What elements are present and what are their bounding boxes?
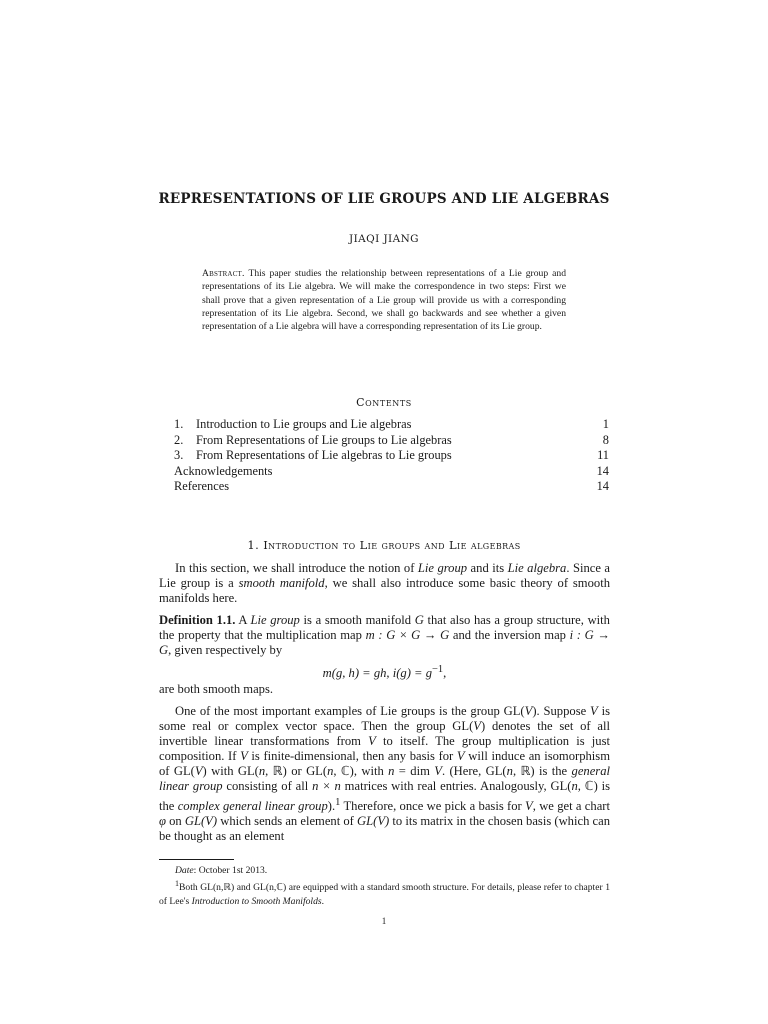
text-run: to itself. The group multiplication is just composition. If (159, 734, 611, 764)
text-run: is a smooth manifold (299, 613, 415, 628)
text-run: , we shall also introduce some basic theory of smooth manifolds here. (159, 576, 610, 606)
toc-entry[interactable] (174, 464, 609, 480)
text-run: and the inversion map (449, 628, 570, 643)
math-symbol: n (327, 764, 334, 779)
emphasis: general linear group (159, 764, 610, 794)
text-run: to its matrix in the chosen basis (which can be thought as an element (159, 813, 611, 843)
table-of-contents (174, 417, 609, 495)
toc-entry-number: 3. (174, 448, 184, 463)
text-run: ) with GL( (202, 764, 259, 779)
page-number: 1 (381, 916, 387, 926)
footnote-end: . (321, 895, 325, 907)
toc-entry-number: 2. (174, 432, 184, 447)
date-label: Date (175, 865, 194, 876)
text-run: One of the most important examples of Lie groups is the group GL( (175, 703, 525, 718)
toc-entry[interactable] (174, 417, 609, 433)
toc-entry[interactable] (174, 479, 609, 495)
text-run: = dim (394, 764, 435, 779)
contents-heading: Contents (356, 396, 412, 409)
text-run: that also has a group structure, with the property that the multiplication map (159, 613, 610, 643)
math-symbol: V (590, 703, 598, 718)
section-heading: 1. Introduction to Lie groups and Lie algebras (247, 538, 521, 552)
emphasis: Lie group (250, 613, 300, 628)
text-run: . Since a Lie group is a (159, 561, 611, 591)
math-symbol: V (240, 749, 248, 764)
text-run: , ℂ) is the (159, 779, 611, 813)
math-symbol: n (388, 764, 395, 779)
footnote-divider (159, 859, 234, 860)
author-name: JIAQI JIANG (349, 233, 419, 245)
equation-punct: , (443, 665, 447, 680)
section-body (159, 561, 610, 844)
emphasis: Lie algebra (507, 561, 567, 575)
date-footnote (159, 864, 610, 877)
text-run: , we get a chart (532, 798, 610, 813)
toc-entry[interactable] (174, 433, 609, 449)
abstract (202, 267, 566, 333)
footnotes (159, 864, 610, 908)
emphasis: Lie group (417, 561, 468, 575)
math-symbol: V (473, 719, 481, 734)
text-run: on (165, 813, 185, 828)
text-run: will induce an isomorphism of GL( (159, 749, 610, 779)
definition-paragraph (159, 613, 610, 658)
text-run: , ℂ), with (333, 764, 389, 779)
text-run: consisting of all (222, 779, 313, 794)
toc-entry-title: From Representations of Lie algebras to Lie groups (196, 448, 452, 463)
math-expression: n × n (312, 779, 341, 794)
footnote-mark: 1 (175, 879, 179, 889)
intro-paragraph (159, 561, 610, 606)
footnote-1 (159, 877, 610, 908)
definition-label: Definition 1.1. (159, 613, 236, 628)
equation-text: m(g, h) = gh, i(g) = g (322, 665, 432, 680)
text-run: is some real or complex vector space. Then the group GL( (159, 703, 610, 734)
text-run: , ℝ) or GL( (265, 764, 328, 779)
definition-continuation: are both smooth maps. (159, 681, 274, 696)
paper-title: REPRESENTATIONS OF LIE GROUPS AND LIE ALGEBRAS (158, 191, 610, 207)
math-symbol: V (434, 764, 442, 779)
toc-entry-title: Introduction to Lie groups and Lie algebras (196, 417, 412, 431)
math-symbol: n (506, 764, 513, 779)
text-run: matrices with real entries. Analogously, GL( (340, 779, 572, 794)
date-value: : October 1st 2013. (193, 865, 268, 876)
text-run: ) denotes the set of all invertible linear transformations from (159, 719, 610, 749)
footnote-marker[interactable]: 1 (335, 796, 341, 808)
text-run: which sends an element of (217, 813, 358, 828)
toc-entry-title: Acknowledgements (174, 463, 273, 478)
math-expression: m : G × G → G (365, 628, 450, 643)
math-symbol: V (368, 734, 376, 749)
toc-entry-page: 11 (597, 448, 609, 463)
footnote-text: Both GL(n,ℝ) and GL(n,ℂ) are equipped with a standard smooth structure. For details, please refer to chapter 1 of Lee's (159, 882, 610, 907)
math-expression: GL(V) (357, 813, 390, 828)
math-symbol: V (525, 798, 533, 813)
text-run: ). Suppose (532, 703, 591, 718)
toc-entry-page: 14 (596, 463, 609, 478)
text-run: and its (467, 561, 508, 575)
toc-entry-title: From Representations of Lie groups to Lie algebras (196, 432, 452, 447)
toc-entry-page: 1 (602, 417, 609, 431)
text-run: A (235, 613, 251, 628)
abstract-label: Abstract. (202, 268, 245, 279)
math-symbol: n (258, 764, 266, 779)
math-symbol: n (571, 779, 578, 794)
text-run: is finite-dimensional, then any basis for (247, 749, 457, 764)
gl-paragraph (159, 704, 610, 844)
text-run: In this section, we shall introduce the notion of (175, 561, 418, 575)
emphasis: complex general linear group (177, 798, 328, 813)
math-symbol: φ (159, 813, 166, 828)
math-expression: GL(V) (184, 813, 218, 828)
text-run: , ℝ) is the (512, 764, 572, 779)
toc-entry[interactable] (174, 448, 609, 464)
math-expression: i : G → G (159, 628, 610, 658)
math-symbol: V (194, 764, 203, 779)
text-run: . (Here, GL( (441, 764, 507, 779)
emphasis: smooth manifold (238, 576, 325, 591)
display-equation (159, 662, 610, 681)
text-run: Therefore, once we pick a basis for (340, 798, 526, 813)
toc-entry-page: 8 (602, 432, 609, 447)
math-symbol: V (456, 749, 465, 764)
equation-exponent: −1 (432, 663, 444, 675)
abstract-text: This paper studies the relationship between representations of a Lie group and representations of its Lie algebra. We will make the correspondence in two steps: First we shall prove that a given representation of a Lie group will provide us with a corresponding representation of its Lie algebra. Second, we shall go backwards and see whether a given representation of a Lie algebra will have a corresponding representation of its Lie group. (202, 268, 566, 333)
toc-entry-title: References (174, 479, 230, 494)
text-run: , given respectively by (168, 643, 283, 658)
math-symbol: V (524, 703, 533, 718)
book-title: Introduction to Smooth Manifolds (191, 895, 322, 907)
text-run: ). (327, 798, 336, 813)
toc-entry-page: 14 (596, 479, 609, 494)
math-symbol: G (414, 613, 424, 628)
toc-entry-number: 1. (174, 417, 184, 431)
